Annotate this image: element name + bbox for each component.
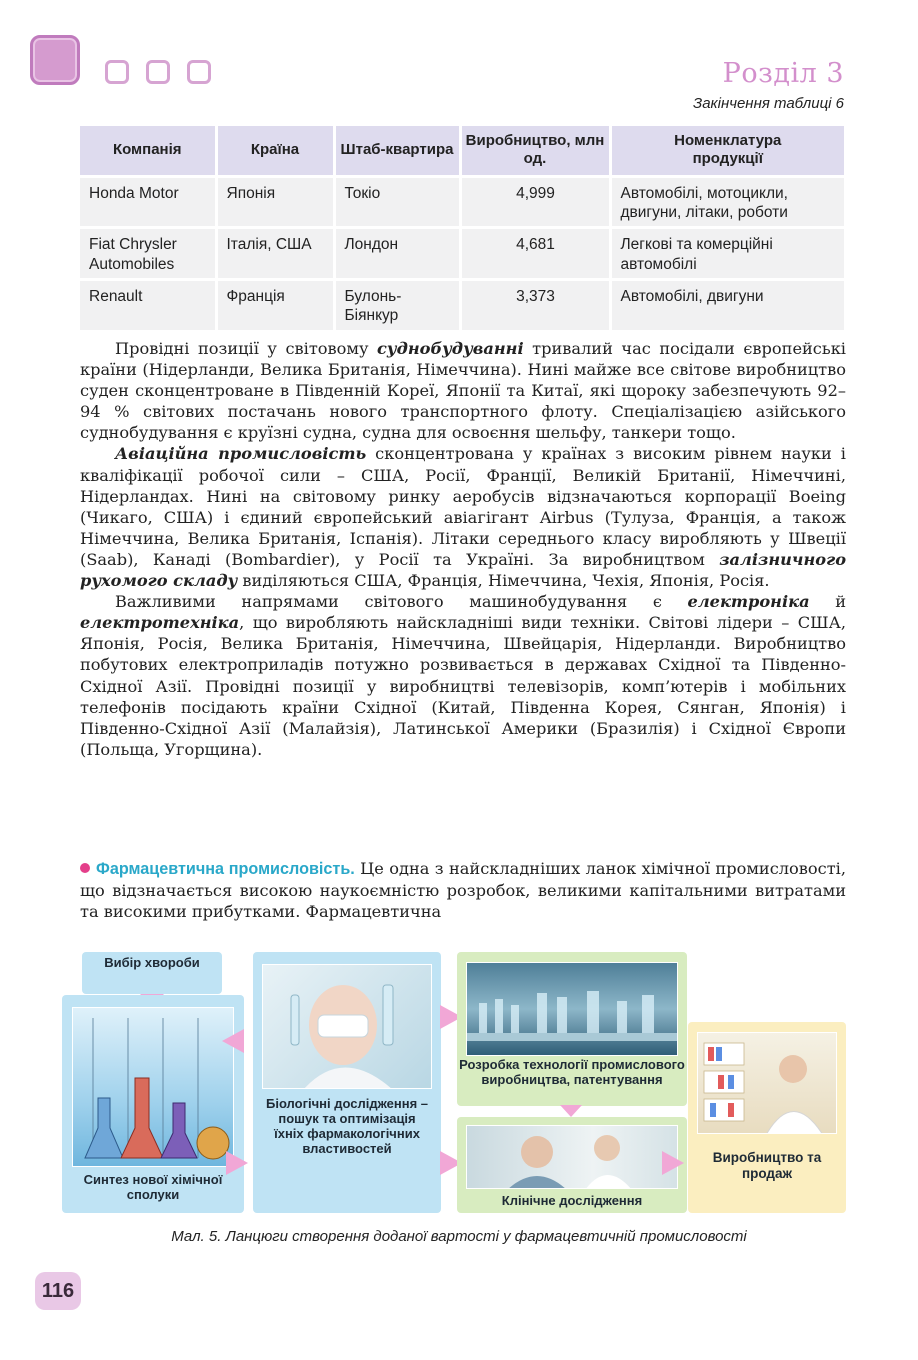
disease-choice-label: Вибір хвороби [104,955,200,970]
section-title: Розділ 3 [722,58,844,89]
paragraph-electronics: Важливими напрямами світового машинобудування є електроніка й електротехніка, що виробляють найскладніші види техніки. Світові лідери – США, Японія, Росія, Велика Британія, Німеччина, Швейцарія, Нідерланди. Виробництво побутових електроприладів потужно розвивається в державах Східної та Південно-Східної Азії. Провідні позиції у виробництві телевізорів, комп’ютерів і мобільних телефонів посідають країни Східної (Китай, Південна Корея, Сянган, Японія) і Південно-Східної Азії (Малайзія), Латинської Америки (Бразилія) і Східної Європи (Польща, Угорщина). [80,592,846,759]
synthesis-label: Синтез нової хімічної сполуки [83,1172,223,1202]
body-text-pharma [80,858,846,922]
column-header: Номенклатура продукції [610,126,844,176]
table-row [80,228,844,280]
section-marker-large [30,35,80,85]
synthesis-panel [62,995,244,1213]
figure-caption: Мал. 5. Ланцюги створення доданої вартості у фармацевтичній промисловості [171,1228,747,1245]
companies-table [80,126,844,333]
table-cell: Легкові та комерційні автомобілі [610,228,844,280]
table-cell: Лондон [334,228,460,280]
production-panel [688,1022,846,1213]
pharma-heading: Фармацевтична промисловість. [96,860,355,878]
disease-choice-box [82,952,222,994]
production-label: Виробництво та продаж [712,1150,822,1181]
bullet-icon [80,863,90,873]
column-header: Виробництво, млн од. [460,126,610,176]
table-cell: Renault [80,280,216,332]
arrow-down-icon [560,1105,582,1117]
section-marker-small [105,60,129,84]
table-cell: Франція [216,280,334,332]
research-label: Біологічні дослідження – пошук та оптимізація їхніх фармакологічних властивостей [265,1096,429,1156]
technology-label: Розробка технології промислового виробництва, патентування [459,1057,685,1087]
doctor-patient-image [466,1125,678,1189]
paragraph-shipbuilding: Провідні позиції у світовому суднобудуванні тривалий час посідали європейські країни (Нідерланди, Велика Британія, Німеччина). Нині майже все світове виробництво суден сконцентроване в Південній Кореї, Японії та Китаї, які щороку забезпечують 92–94 % світових постачань нового транспортного флоту. Спеціалізацією азійського суднобудування є круїзні судна, судна для освоєння шельфу, танкери тощо. [80,339,846,443]
paragraph-pharma: Фармацевтична промисловість. Це одна з найскладніших ланок хімічної промисловості, що відзначається високою наукоємністю розробок, великими капітальними витратами та високими прибутками. Фармацевтична [80,859,847,922]
clinical-label: Клінічне дослідження [501,1193,643,1208]
table-cell: 4,681 [460,228,610,280]
arrow-right-icon [662,1151,684,1175]
arrow-right-icon [226,1151,248,1175]
arrow-left-icon [222,1029,244,1053]
table-caption: Закінчення таблиці 6 [692,95,844,112]
technology-panel [457,952,687,1106]
research-panel [253,952,441,1213]
table-row [80,280,844,332]
value-chain-diagram [60,945,850,1225]
section-marker-small [187,60,211,84]
column-header: Компанія [80,126,216,176]
table-cell: Булонь-Біянкур [334,280,460,332]
section-marker-small [146,60,170,84]
column-header: Штаб-квартира [334,126,460,176]
table-row [80,176,844,228]
table-cell: Honda Motor [80,176,216,228]
clinical-panel [457,1117,687,1213]
table-cell: Італія, США [216,228,334,280]
table-cell: Автомобілі, двигуни [610,280,844,332]
scientist-image [262,964,432,1089]
table-cell: Автомобілі, мотоцикли, двигуни, літаки, роботи [610,176,844,228]
body-text [80,338,846,760]
pharmacy-image [697,1032,837,1134]
lab-flasks-image [72,1007,234,1167]
table-cell: 3,373 [460,280,610,332]
table-cell: 4,999 [460,176,610,228]
production-line-image [466,962,678,1056]
paragraph-aviation: Авіаційна промисловість сконцентрована у країнах з високим рівнем науки і кваліфікації робочої сили – США, Росії, Франції, Великій Британії, Німеччині, Нідерландах. Нині на світовому ринку аеробусів відзначаються корпорації Boeing (Чикаго, США) і єдиний європейський авіагігант Airbus (Тулуза, Франція, а також Німеччина, Велика Британія, Іспанія). Літаки середнього класу виробляють у Швеції (Saab), Канаді (Bombardier), у Росії та Україні. За виробництвом залізничного рухомого складу виділяються США, Франція, Німеччина, Чехія, Японія, Росія. [80,444,846,591]
table-cell: Fiat Chrysler Automobiles [80,228,216,280]
table-cell: Японія [216,176,334,228]
table-cell: Токіо [334,176,460,228]
page-number: 116 [35,1272,81,1310]
table-header-row [80,126,844,176]
column-header: Країна [216,126,334,176]
